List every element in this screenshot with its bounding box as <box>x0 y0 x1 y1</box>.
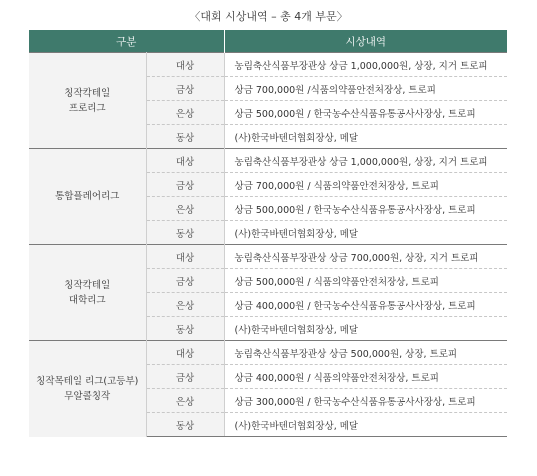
award-cell: 농림축산식품부장관상 상금 700,000원, 상장, 지거 트로피 <box>224 245 507 269</box>
award-cell: 상금 300,000원 / 한국농수산식품유통공사사장상, 트로피 <box>224 389 507 413</box>
rank-cell: 은상 <box>146 293 224 317</box>
rank-cell: 은상 <box>146 101 224 125</box>
award-cell: 상금 500,000원 / 식품의약품안전처장상, 트로피 <box>224 269 507 293</box>
rank-cell: 대상 <box>146 245 224 269</box>
rank-cell: 동상 <box>146 221 224 245</box>
award-cell: (사)한국바텐더협회장상, 메달 <box>224 221 507 245</box>
header-category: 구분 <box>29 30 224 53</box>
category-cell <box>29 245 146 341</box>
award-cell: (사)한국바텐더협회장상, 메달 <box>224 317 507 341</box>
rank-cell: 대상 <box>146 149 224 173</box>
award-cell: 상금 500,000원 / 한국농수산식품유통공사사장상, 트로피 <box>224 101 507 125</box>
category-name-line: 통합플레어리그 <box>55 191 120 202</box>
category-name-line: 칭작칵테일 <box>64 87 111 99</box>
award-cell: (사)한국바텐더협회장상, 메달 <box>224 413 507 437</box>
category-name-line: 칭작목테일 리그(고등부) <box>36 375 139 387</box>
rank-cell: 금상 <box>146 365 224 389</box>
table-header-row <box>29 30 507 53</box>
category-name-line: 대학리그 <box>68 294 106 306</box>
award-cell: 농림축산식품부장관상 상금 1,000,000원, 상장, 지거 트로피 <box>224 149 507 173</box>
award-cell: 농림축산식품부장관상 상금 1,000,000원, 상장, 지거 트로피 <box>224 53 507 77</box>
awards-table <box>29 30 507 437</box>
category-name-line: 프로리그 <box>68 102 106 114</box>
table-row <box>29 149 507 173</box>
award-cell: 상금 500,000원 / 한국농수산식품유통공사사장상, 트로피 <box>224 197 507 221</box>
table-row <box>29 341 507 365</box>
rank-cell: 금상 <box>146 77 224 101</box>
category-cell <box>29 149 146 245</box>
award-cell: 상금 700,000원 /식품의약품안전처장상, 트로피 <box>224 77 507 101</box>
rank-cell: 동상 <box>146 413 224 437</box>
category-name-line: 칭작칵테일 <box>64 279 111 291</box>
rank-cell: 대상 <box>146 53 224 77</box>
rank-cell: 동상 <box>146 125 224 149</box>
table-row <box>29 53 507 77</box>
award-cell: (사)한국바텐더협회장상, 메달 <box>224 125 507 149</box>
table-caption: 〈대회 시상내역 – 총 4개 부문〉 <box>189 10 348 23</box>
rank-cell: 대상 <box>146 341 224 365</box>
rank-cell: 금상 <box>146 173 224 197</box>
award-cell: 상금 400,000원 / 한국농수산식품유통공사사장상, 트로피 <box>224 293 507 317</box>
rank-cell: 동상 <box>146 317 224 341</box>
award-cell: 상금 700,000원 / 식품의약품안전처장상, 트로피 <box>224 173 507 197</box>
table-row <box>29 245 507 269</box>
category-name-line: 무알콜칭작 <box>64 390 111 402</box>
header-awards: 시상내역 <box>224 30 507 53</box>
rank-cell: 은상 <box>146 197 224 221</box>
rank-cell: 금상 <box>146 269 224 293</box>
rank-cell: 은상 <box>146 389 224 413</box>
award-cell: 상금 400,000원 / 식품의약품안전처장상, 트로피 <box>224 365 507 389</box>
category-cell <box>29 341 146 437</box>
award-cell: 농림축산식품부장관상 상금 500,000원, 상장, 트로피 <box>224 341 507 365</box>
category-cell <box>29 53 146 149</box>
